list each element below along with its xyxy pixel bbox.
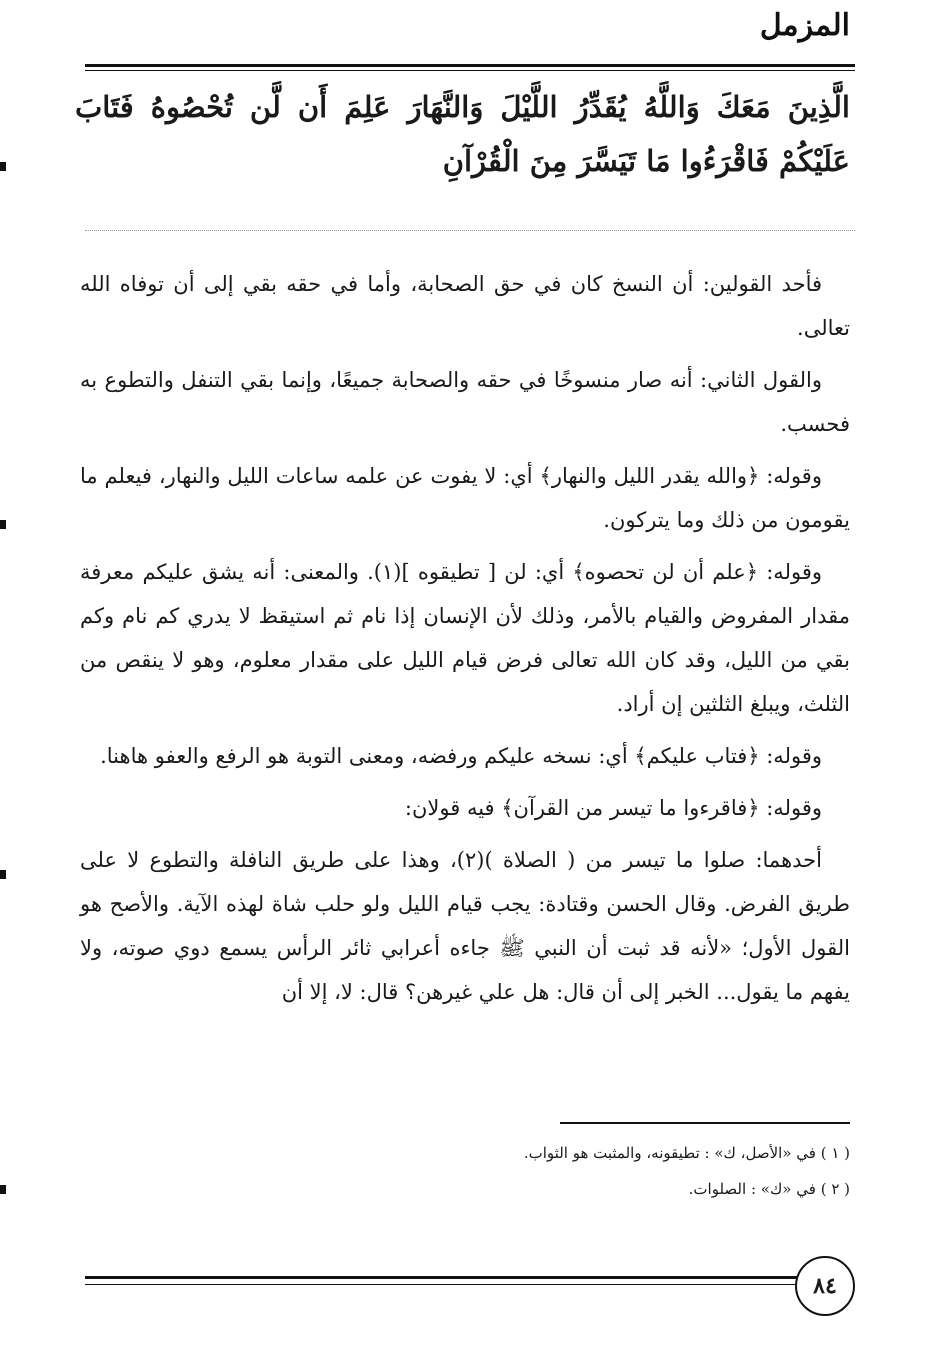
paragraph-5: وقوله: ﴿فتاب عليكم﴾ أي: نسخه عليكم ورفضه، ومعنى التوبة هو الرفع والعفو هاهنا. xyxy=(100,744,822,768)
margin-mark xyxy=(0,162,6,171)
commentary-body xyxy=(80,262,850,1022)
footer-rule xyxy=(85,1276,805,1279)
header-rule-thin xyxy=(85,70,855,71)
footnote-1: ( ١ ) في «الأصل، ك» : تطيقونه، والمثبت هو الثواب. xyxy=(523,1144,850,1162)
paragraph-7: أحدهما: صلوا ما تيسر من ( الصلاة )(٢)، وهذا على طريق النافلة والتطوع لا على طريق الفرض. وقال الحسن وقتادة: يجب قيام الليل ولو حلب شاة لهذه الآية. والأصح هو القول الأول؛ «لأنه قد ثبت أن النبي ﷺ جاءه أعرابي ثائر الرأس يسمع دوي صوته، ولا يفهم ما يقول... الخبر إلى أن قال: هل علي غيرهن؟ قال: لا، إلا أن xyxy=(80,848,850,1004)
running-header-title: المزمل xyxy=(759,8,850,43)
paragraph-3: وقوله: ﴿والله يقدر الليل والنهار﴾ أي: لا يفوت عن علمه ساعات الليل والنهار، فيعلم ما يقومون من ذلك وما يتركون. xyxy=(80,464,850,532)
margin-mark xyxy=(0,520,6,529)
header-rule xyxy=(85,64,855,67)
margin-mark xyxy=(0,870,6,879)
footnote-rule xyxy=(560,1122,850,1124)
margin-mark xyxy=(0,1185,6,1194)
page-number: ٨٤ xyxy=(795,1256,855,1316)
paragraph-4: وقوله: ﴿علم أن لن تحصوه﴾ أي: لن [ تطيقوه ](١). والمعنى: أنه يشق عليكم معرفة مقدار المفروض والقيام بالأمر، وذلك لأن الإنسان إذا نام ثم استيقظ لا يدري كم نام وكم بقي من الليل، وقد كان الله تعالى فرض قيام الليل على مقدار معلوم، وهو لا ينقص من الثلث، ويبلغ الثلثين إن أراد. xyxy=(80,560,850,716)
footer-rule-thin xyxy=(85,1284,805,1285)
quran-verse: الَّذِينَ مَعَكَ وَاللَّهُ يُقَدِّرُ اللَّيْلَ وَالنَّهَارَ عَلِمَ أَن لَّن تُحْصُوهُ فَتَابَ عَلَيْكُمْ فَاقْرَءُوا مَا تَيَسَّرَ مِنَ الْقُرْآنِ xyxy=(75,90,850,178)
paragraph-2: والقول الثاني: أنه صار منسوخًا في حقه والصحابة جميعًا، وإنما بقي التنفل والتطوع به فحسب. xyxy=(80,368,850,436)
paragraph-1: فأحد القولين: أن النسخ كان في حق الصحابة، وأما في حقه بقي إلى أن توفاه الله تعالى. xyxy=(80,272,850,340)
footnote-2: ( ٢ ) في «ك» : الصلوات. xyxy=(688,1180,850,1198)
verse-separator xyxy=(85,230,855,231)
footnotes xyxy=(300,1135,850,1207)
paragraph-6: وقوله: ﴿فاقرءوا ما تيسر من القرآن﴾ فيه قولان: xyxy=(404,796,822,820)
